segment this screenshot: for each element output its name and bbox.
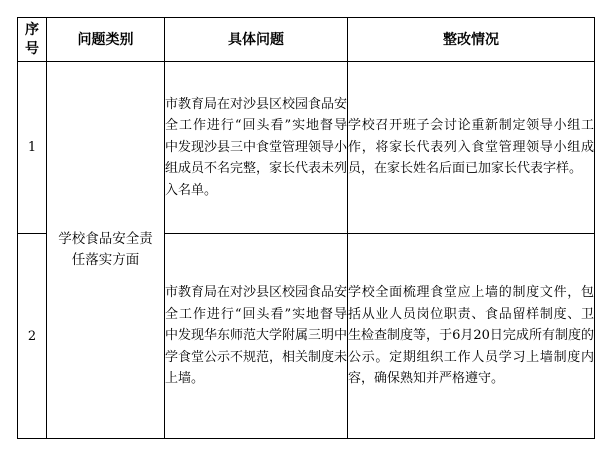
header-problem: 具体问题 [165, 18, 348, 62]
problem-cell: 市教育局在对沙县区校园食品安全工作进行“回头看”实地督导中发现沙县三中食堂管理领导小组成员不名完整，家长代表未列入名单。 [165, 62, 348, 234]
table-row [18, 62, 595, 234]
row-number: 1 [18, 62, 47, 234]
header-no: 序号 [18, 18, 47, 62]
category-cell [47, 62, 165, 439]
fix-cell: 学校召开班子会讨论重新制定领导小组工作，将家长代表列入食堂管理领导小组成员，在家长姓名后面已加家长代表字样。 [348, 62, 595, 234]
header-fix: 整改情况 [348, 18, 595, 62]
category-text: 学校食品安全责任落实方面 [58, 231, 153, 268]
problem-cell: 市教育局在对沙县区校园食品安全工作进行“回头看”实地督导中发现华东师范大学附属三明中学食堂公示不规范，相关制度未上墙。 [165, 234, 348, 439]
header-category: 问题类别 [47, 18, 165, 62]
fix-cell: 学校全面梳理食堂应上墙的制度文件，包括从业人员岗位职责、食品留样制度、卫生检查制度等，于6月20日完成所有制度的公示。定期组织工作人员学习上墙制度内容，确保熟知并严格遵守。 [348, 234, 595, 439]
row-number: 2 [18, 234, 47, 439]
header-row [18, 18, 595, 62]
rectification-table [17, 17, 595, 439]
